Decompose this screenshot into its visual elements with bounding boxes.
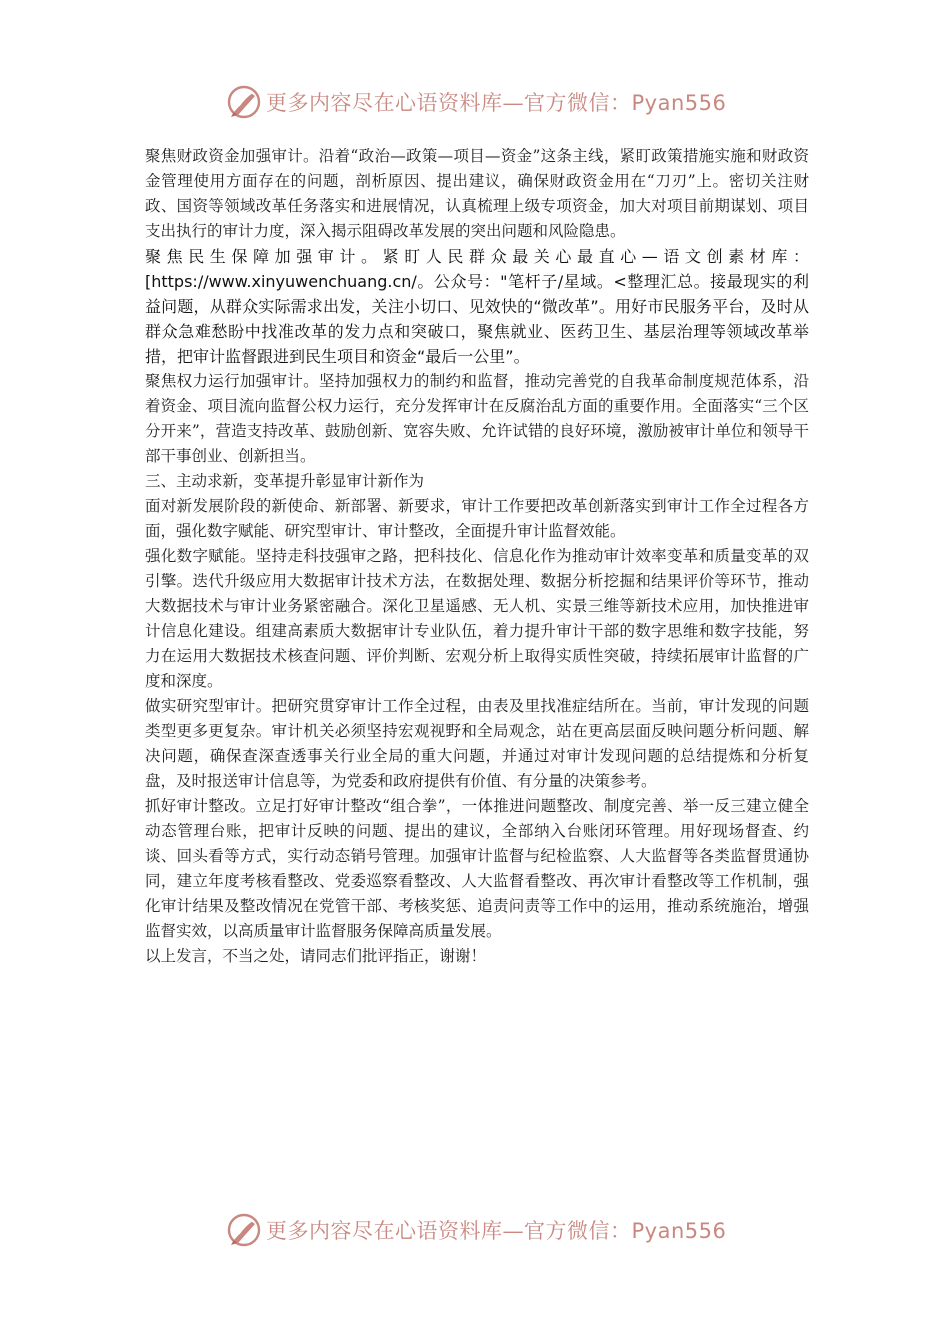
banner-text: 更多内容尽在心语资料库—官方微信：Pyan556 — [266, 91, 727, 115]
paragraph-livelihood-audit: 聚焦民生保障加强审计。紧盯人民群众最关心最直心—语文创素材库：[https://www.xinyuwenchuang.cn/。公众号："笔杆子/星域。<整理汇总。接最现实的利益问题，从群众实际需求出发，关注小切口、见效快的“微改革”。用好市民服务平台，及时从群众急难愁盼中找准改革的发力点和突破口，聚焦就业、医药卫生、基层治理等领域改革举措，把审计监督跟进到民生项目和资金“最后一公里”。 — [145, 247, 809, 366]
wechat-id: Pyan556 — [631, 91, 727, 115]
paragraph-digital-empowerment: 强化数字赋能。坚持走科技强审之路，把科技化、信息化作为推动审计效率变革和质量变革的双引擎。迭代升级应用大数据审计技术方法，在数据处理、数据分析挖掘和结果评价等环节，推动大数据技术与审计业务紧密融合。深化卫星遥感、无人机、实景三维等新技术应用，加快推进审计信息化建设。组建高素质大数据审计专业队伍，着力提升审计干部的数字思维和数字技能，努力在运用大数据技术核查问题、评价判断、宏观分析上取得实质性突破，持续拓展审计监督的广度和深度。 — [145, 547, 809, 690]
pen-logo-icon — [226, 84, 262, 120]
section-heading: 三、主动求新，变革提升彰显审计新作为 — [145, 472, 425, 490]
paragraph-research-audit: 做实研究型审计。把研究贯穿审计工作全过程，由表及里找准症结所在。当前，审计发现的问题类型更多更复杂。审计机关必须坚持宏观视野和全局观念，站在更高层面反映问题分析问题、解决问题，确保查深查透事关行业全局的重大问题，并通过对审计发现问题的总结提炼和分析复盘，及时报送审计信息等，为党委和政府提供有价值、有分量的决策参考。 — [145, 697, 809, 790]
banner-text: 更多内容尽在心语资料库—官方微信：Pyan556 — [266, 1219, 727, 1243]
document-body — [145, 144, 809, 969]
pen-logo-icon — [226, 1212, 262, 1248]
paragraph-audit-rectification: 抓好审计整改。立足打好审计整改“组合拳”，一体推进问题整改、制度完善、举一反三建立健全动态管理台账，把审计反映的问题、提出的建议，全部纳入台账闭环管理。用好现场督查、约谈、回头看等方式，实行动态销号管理。加强审计监督与纪检监察、人大监督等各类监督贯通协同，建立年度考核看整改、党委巡察看整改、人大监督看整改、再次审计看整改等工作机制，强化审计结果及整改情况在党管干部、考核奖惩、追责问责等工作中的运用，推动系统施治，增强监督实效，以高质量审计监督服务保障高质量发展。 — [145, 797, 809, 940]
paragraph-closing: 以上发言，不当之处，请同志们批评指正，谢谢！ — [145, 947, 487, 965]
header-banner — [226, 82, 726, 122]
footer-banner — [226, 1210, 726, 1250]
paragraph-fiscal-audit: 聚焦财政资金加强审计。沿着“政治—政策—项目—资金”这条主线，紧盯政策措施实施和财政资金管理使用方面存在的问题，剖析原因、提出建议，确保财政资金用在“刀刃”上。密切关注财政、国资等领域改革任务落实和进展情况，认真梳理上级专项资金，加大对项目前期谋划、项目支出执行的审计力度，深入揭示阻碍改革发展的突出问题和风险隐患。 — [145, 147, 809, 240]
paragraph-section-intro: 面对新发展阶段的新使命、新部署、新要求，审计工作要把改革创新落实到审计工作全过程各方面，强化数字赋能、研究型审计、审计整改，全面提升审计监督效能。 — [145, 497, 809, 540]
paragraph-power-audit: 聚焦权力运行加强审计。坚持加强权力的制约和监督，推动完善党的自我革命制度规范体系，沿着资金、项目流向监督公权力运行，充分发挥审计在反腐治乱方面的重要作用。全面落实“三个区分开来”，营造支持改革、鼓励创新、宽容失败、允许试错的良好环境，激励被审计单位和领导干部干事创业、创新担当。 — [145, 372, 809, 465]
wechat-id: Pyan556 — [631, 1219, 727, 1243]
